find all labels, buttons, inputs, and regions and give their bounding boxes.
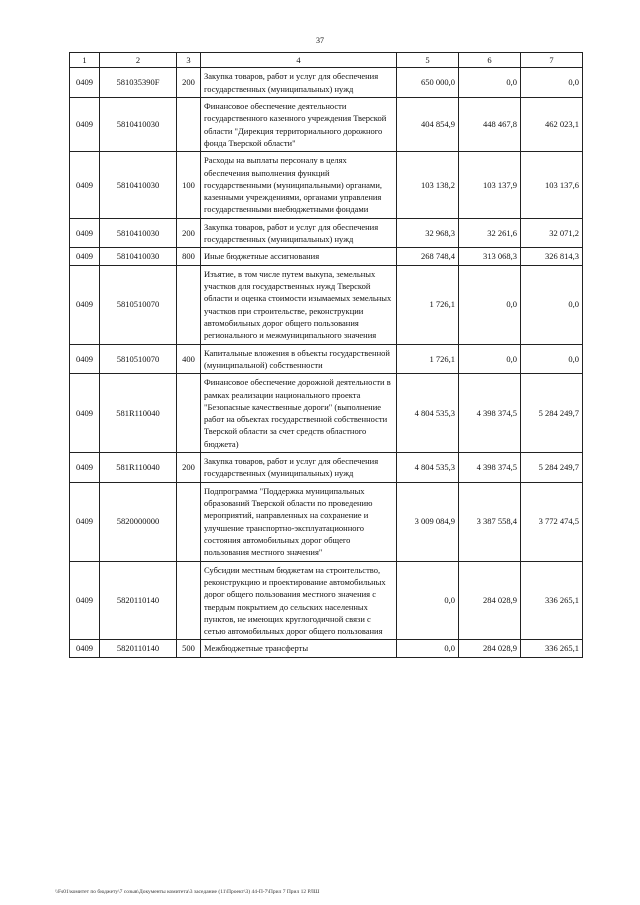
table-row — [70, 265, 583, 344]
table-row — [70, 344, 583, 374]
amount-year3-cell: 336 265,1 — [521, 561, 583, 640]
amount-year2-cell: 284 028,9 — [459, 561, 521, 640]
amount-year3-cell: 336 265,1 — [521, 640, 583, 657]
target-article-cell: 5810410030 — [100, 97, 177, 151]
expense-kind-cell: 200 — [177, 68, 201, 98]
section-code-cell: 0409 — [70, 248, 100, 265]
header-cell: 2 — [100, 53, 177, 68]
table-row — [70, 453, 583, 483]
section-code-cell: 0409 — [70, 68, 100, 98]
budget-table — [69, 52, 583, 658]
amount-year3-cell: 5 284 249,7 — [521, 374, 583, 453]
section-code-cell: 0409 — [70, 374, 100, 453]
page-number: 37 — [316, 36, 324, 45]
description-cell: Подпрограмма "Поддержка муниципальных образований Тверской области по проведению мероприятий, направленных на сохранение и улучшение транспортно-эксплуатационного состояния автомобильных дорог общего пользования местного значения" — [201, 482, 397, 561]
section-code-cell: 0409 — [70, 482, 100, 561]
amount-year3-cell: 103 137,6 — [521, 152, 583, 219]
amount-year3-cell: 326 814,3 — [521, 248, 583, 265]
expense-kind-cell — [177, 561, 201, 640]
target-article-cell: 581R110040 — [100, 374, 177, 453]
amount-year1-cell: 32 968,3 — [397, 218, 459, 248]
expense-kind-cell: 100 — [177, 152, 201, 219]
description-cell: Закупка товаров, работ и услуг для обеспечения государственных (муниципальных) нужд — [201, 453, 397, 483]
section-code-cell: 0409 — [70, 152, 100, 219]
section-code-cell: 0409 — [70, 218, 100, 248]
header-cell: 7 — [521, 53, 583, 68]
amount-year2-cell: 0,0 — [459, 68, 521, 98]
amount-year2-cell: 284 028,9 — [459, 640, 521, 657]
amount-year1-cell: 268 748,4 — [397, 248, 459, 265]
table-header-row — [70, 53, 583, 68]
target-article-cell: 5810410030 — [100, 218, 177, 248]
description-cell: Финансовое обеспечение деятельности государственного казенного учреждения Тверской области "Дирекция территориального дорожного фонда Тверской области" — [201, 97, 397, 151]
file-path-footer: \\Fs01\комитет по бюджету\7 созыв\Документы комитета\3 заседание (11\Проект\3) 44-П-7\Прил 7 Прил 12 РЛШ — [55, 889, 320, 895]
amount-year1-cell: 1 726,1 — [397, 344, 459, 374]
description-cell: Закупка товаров, работ и услуг для обеспечения государственных (муниципальных) нужд — [201, 68, 397, 98]
expense-kind-cell: 800 — [177, 248, 201, 265]
table-row — [70, 482, 583, 561]
amount-year1-cell: 650 000,0 — [397, 68, 459, 98]
amount-year3-cell: 5 284 249,7 — [521, 453, 583, 483]
description-cell: Расходы на выплаты персоналу в целях обеспечения выполнения функций государственными (муниципальными) органами, казенными учреждениями, органами управления государственными внебюджетными фондами — [201, 152, 397, 219]
amount-year2-cell: 448 467,8 — [459, 97, 521, 151]
amount-year1-cell: 103 138,2 — [397, 152, 459, 219]
table-row — [70, 218, 583, 248]
amount-year3-cell: 0,0 — [521, 344, 583, 374]
expense-kind-cell: 200 — [177, 453, 201, 483]
table-row — [70, 152, 583, 219]
target-article-cell: 5820110140 — [100, 640, 177, 657]
amount-year3-cell: 0,0 — [521, 68, 583, 98]
description-cell: Капитальные вложения в объекты государственной (муниципальной) собственности — [201, 344, 397, 374]
header-cell: 4 — [201, 53, 397, 68]
amount-year2-cell: 313 068,3 — [459, 248, 521, 265]
description-cell: Межбюджетные трансферты — [201, 640, 397, 657]
description-cell: Закупка товаров, работ и услуг для обеспечения государственных (муниципальных) нужд — [201, 218, 397, 248]
amount-year2-cell: 0,0 — [459, 344, 521, 374]
amount-year2-cell: 32 261,6 — [459, 218, 521, 248]
header-cell: 1 — [70, 53, 100, 68]
amount-year2-cell: 4 398 374,5 — [459, 374, 521, 453]
amount-year3-cell: 462 023,1 — [521, 97, 583, 151]
target-article-cell: 5810410030 — [100, 152, 177, 219]
amount-year1-cell: 4 804 535,3 — [397, 374, 459, 453]
amount-year2-cell: 103 137,9 — [459, 152, 521, 219]
amount-year1-cell: 0,0 — [397, 640, 459, 657]
section-code-cell: 0409 — [70, 265, 100, 344]
amount-year3-cell: 3 772 474,5 — [521, 482, 583, 561]
expense-kind-cell — [177, 265, 201, 344]
expense-kind-cell — [177, 482, 201, 561]
header-cell: 6 — [459, 53, 521, 68]
target-article-cell: 5810410030 — [100, 248, 177, 265]
amount-year2-cell: 0,0 — [459, 265, 521, 344]
description-cell: Иные бюджетные ассигнования — [201, 248, 397, 265]
table-row — [70, 248, 583, 265]
target-article-cell: 5810510070 — [100, 265, 177, 344]
amount-year1-cell: 3 009 084,9 — [397, 482, 459, 561]
table-row — [70, 97, 583, 151]
section-code-cell: 0409 — [70, 561, 100, 640]
section-code-cell: 0409 — [70, 640, 100, 657]
section-code-cell: 0409 — [70, 97, 100, 151]
expense-kind-cell — [177, 374, 201, 453]
description-cell: Финансовое обеспечение дорожной деятельности в рамках реализации национального проекта "Безопасные качественные дороги" (выполнение работ на объектах государственной собственности Тверской области за счет средств областного бюджета) — [201, 374, 397, 453]
amount-year1-cell: 4 804 535,3 — [397, 453, 459, 483]
amount-year3-cell: 0,0 — [521, 265, 583, 344]
amount-year1-cell: 1 726,1 — [397, 265, 459, 344]
expense-kind-cell: 200 — [177, 218, 201, 248]
amount-year1-cell: 404 854,9 — [397, 97, 459, 151]
header-cell: 5 — [397, 53, 459, 68]
target-article-cell: 5820110140 — [100, 561, 177, 640]
amount-year2-cell: 4 398 374,5 — [459, 453, 521, 483]
table-row — [70, 374, 583, 453]
amount-year2-cell: 3 387 558,4 — [459, 482, 521, 561]
section-code-cell: 0409 — [70, 453, 100, 483]
expense-kind-cell: 400 — [177, 344, 201, 374]
amount-year1-cell: 0,0 — [397, 561, 459, 640]
section-code-cell: 0409 — [70, 344, 100, 374]
target-article-cell: 5820000000 — [100, 482, 177, 561]
target-article-cell: 581R110040 — [100, 453, 177, 483]
table-row — [70, 640, 583, 657]
target-article-cell: 581035390F — [100, 68, 177, 98]
target-article-cell: 5810510070 — [100, 344, 177, 374]
description-cell: Изъятие, в том числе путем выкупа, земельных участков для государственных нужд Тверской области и оценка стоимости изымаемых земельных участков при строительстве, реконструкции автомобильных дорог общего пользования регионального и межмуниципального значения — [201, 265, 397, 344]
expense-kind-cell — [177, 97, 201, 151]
table-row — [70, 68, 583, 98]
amount-year3-cell: 32 071,2 — [521, 218, 583, 248]
expense-kind-cell: 500 — [177, 640, 201, 657]
description-cell: Субсидии местным бюджетам на строительство, реконструкцию и проектирование автомобильных дорог общего пользования местного значения с твердым покрытием до сельских населенных пунктов, не имеющих круглогодичной связи с сетью автомобильных дорог общего пользования — [201, 561, 397, 640]
table-row — [70, 561, 583, 640]
header-cell: 3 — [177, 53, 201, 68]
